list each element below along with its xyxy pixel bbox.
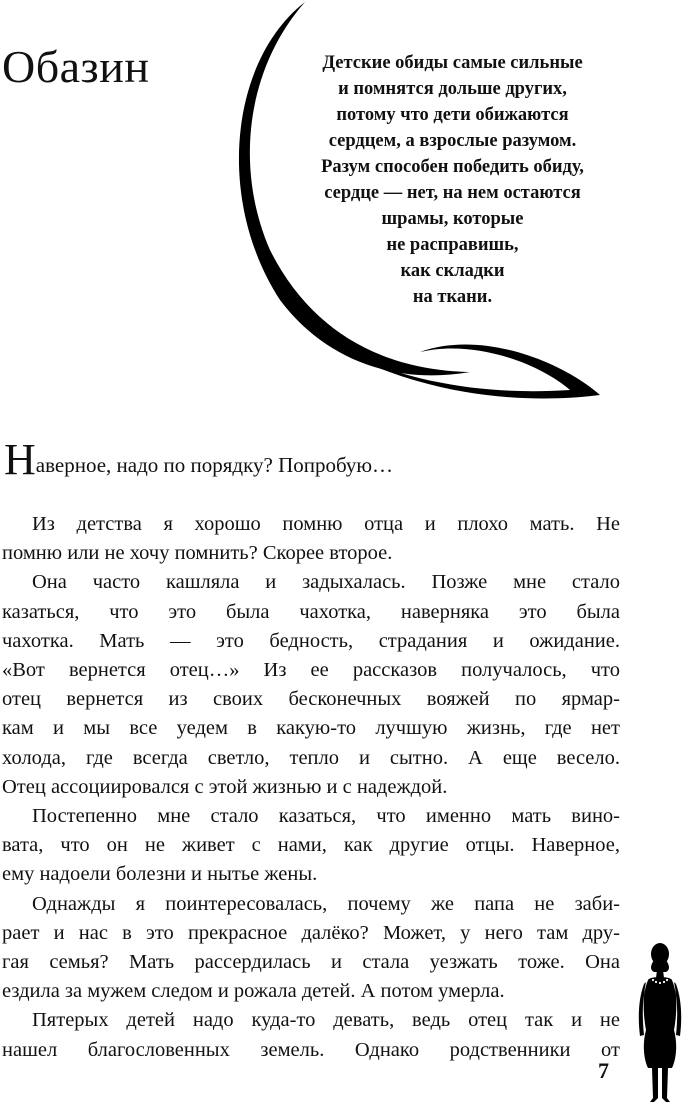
text-line: Из детства я хорошо помню отца и плохо мать. Не [32,513,620,535]
text-line: Однажды я поинтересовалась, почему же папа не заби- [32,892,620,915]
text-line: кам и мы все уедем в какую-то лучшую жизнь, где нет [2,717,620,740]
body-text [2,510,620,1065]
chapter-title: Обазин [2,41,150,92]
text-line: Она часто кашляла и задыхалась. Позже мне стало [32,571,620,594]
epigraph-line: шрамы, которые [381,209,524,229]
epigraph-line: сердце — нет, на нем остаются [324,183,581,203]
epigraph [280,50,625,310]
text-line: нашел благословенных земель. Однако родственники от [2,1038,620,1061]
page-number: 7 [598,1058,609,1083]
epigraph-line: Детские обиды самые сильные [322,53,583,73]
epigraph-line: Разум способен победить обиду, [321,157,584,177]
text-line: чахотка. Мать — это бедность, страдания и ожидание. [2,629,620,652]
woman-silhouette-icon [632,940,686,1105]
text-line: холода, где всегда светло, тепло и сытно. А еще весело. [2,746,620,769]
text-line: ему надоели болезни и нытье жены. [2,863,318,886]
text-line: ездила за мужем следом и рожала детей. А потом умерла. [2,980,505,1003]
epigraph-line: как складки [400,261,505,281]
epigraph-line: и помнятся дольше других, [338,79,567,99]
text-line: рает и нас в это прекрасное далёко? Может, у него там дру- [2,921,620,944]
text-line: отец вернется из своих бесконечных вояжей по ярмар- [2,688,620,711]
text-line: «Вот вернется отец…» Из ее рассказов получалось, что [2,659,620,682]
epigraph-line: не расправишь, [386,235,519,255]
epigraph-line: сердцем, а взрослые разумом. [328,131,577,151]
epigraph-line: на ткани. [412,287,493,307]
text-line: гая семья? Мать рассердилась и стала уезжать тоже. Она [2,951,620,974]
text-line: Постепенно мне стало казаться, что именно мать вино- [32,805,620,828]
text-line: Пятерых детей надо куда-то девать, ведь отец так и не [32,1009,620,1032]
text-line: Отец ассоциировался с этой жизнью и с надеждой. [2,775,448,798]
drop-cap: Н [4,435,36,484]
epigraph-line: потому что дети обижаются [336,105,569,125]
text-line: казаться, что это была чахотка, наверняка это была [2,600,620,623]
opening-line [4,435,604,484]
opening-text: аверное, надо по порядку? Попробую… [35,453,394,477]
text-line: помню или не хочу помнить? Скорее второе. [2,542,393,565]
text-line: вата, что он не живет с нами, как другие отцы. Наверное, [2,834,620,857]
